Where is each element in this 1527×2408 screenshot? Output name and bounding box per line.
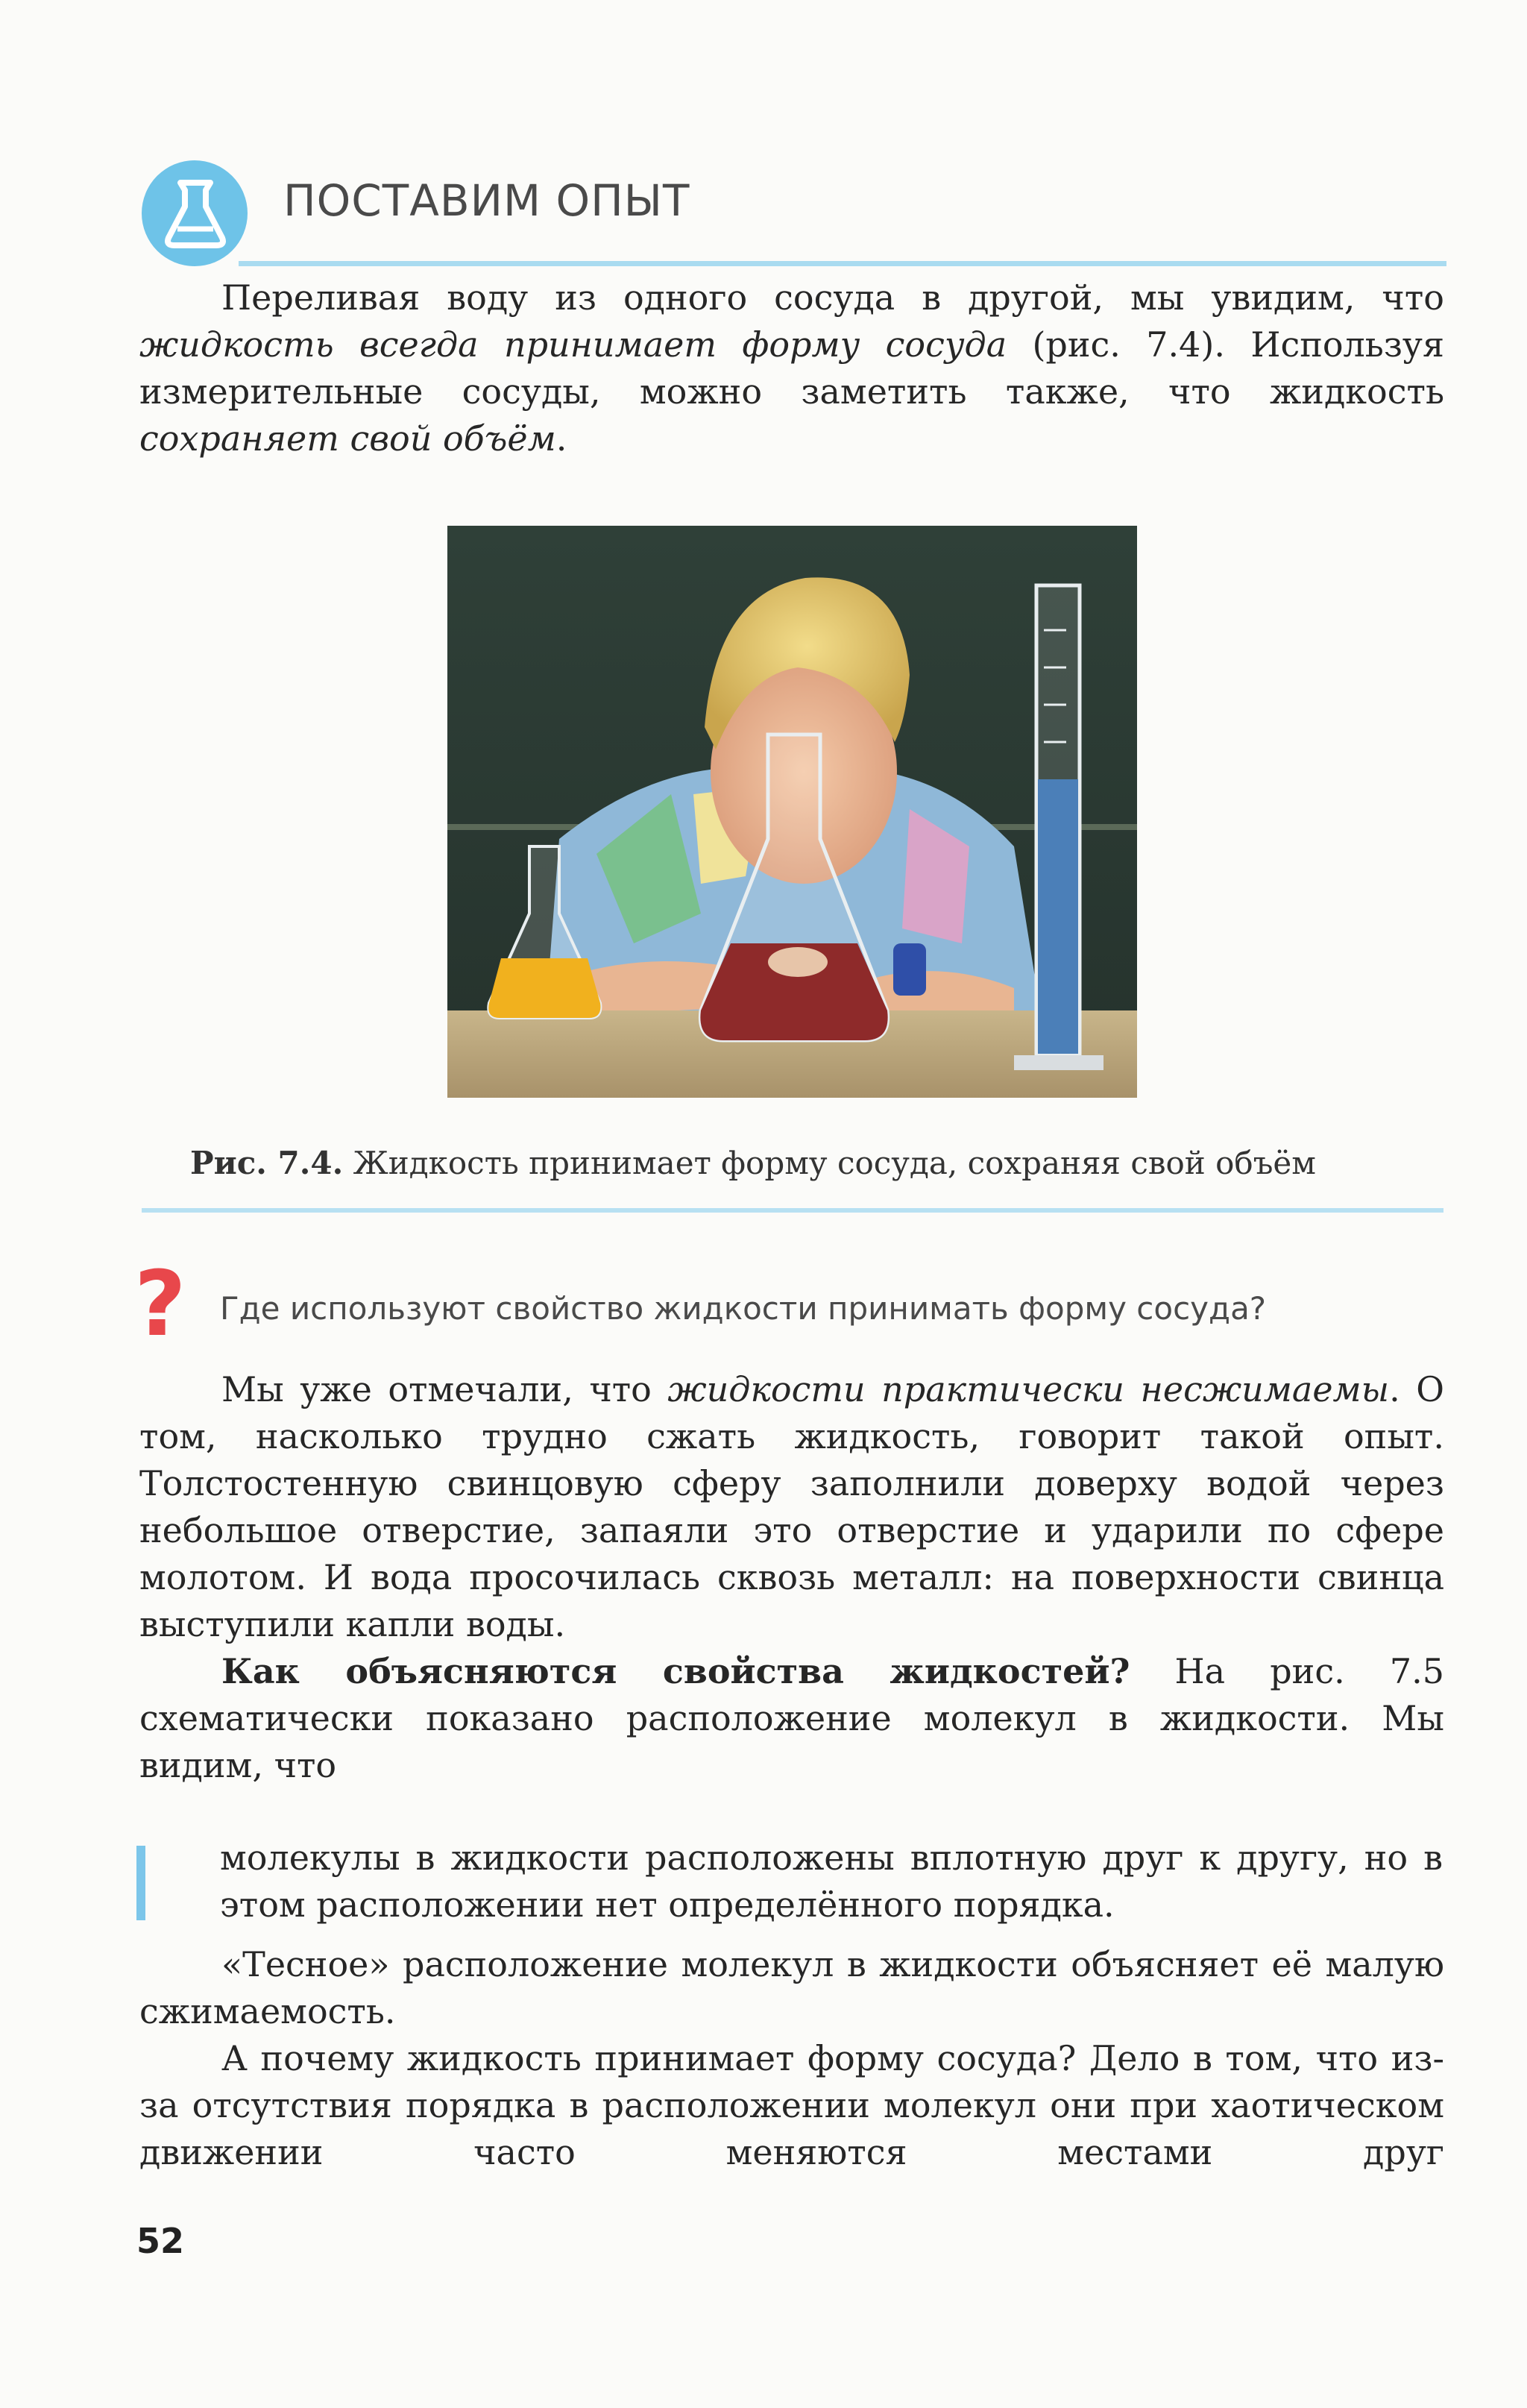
main-text-continued — [139, 1941, 1444, 2176]
definition-marker — [136, 1846, 145, 1920]
definition-text: молекулы в жидкости расположены вплотную друг к другу, но в этом расположении нет определённого порядка. — [220, 1838, 1443, 1925]
flask-experiment-icon — [142, 160, 248, 266]
paragraph-1: Мы уже отмечали, что жидкости практически несжимаемы. О том, насколько трудно сжать жидкость, говорит такой опыт. Толстостенную свинцовую сферу заполнили доверху водой через небольшое отверстие, запаяли это отверстие и ударили по сфере молотом. И вода просочилась сквозь металл: на поверхности свинца выступили капли воды. — [139, 1369, 1444, 1644]
page-number: 52 — [136, 2221, 185, 2261]
caption-divider — [142, 1208, 1443, 1213]
caption-label: Рис. 7.4. — [190, 1145, 344, 1181]
paragraph-3: «Тесное» расположение молекул в жидкости объясняет её малую сжимаемость. — [139, 1944, 1444, 2031]
intro-paragraph: Переливая воду из одного сосуда в другой, мы увидим, что жидкость всегда принимает форму сосуда (рис. 7.4). Используя измерительные сосуды, можно заметить также, что жидкость сохраняет свой объём. — [139, 277, 1444, 459]
caption-text: Жидкость принимает форму сосуда, сохраняя свой объём — [343, 1145, 1316, 1181]
section-title: ПОСТАВИМ ОПЫТ — [283, 175, 690, 226]
header-divider — [239, 261, 1446, 266]
paragraph-4: А почему жидкость принимает форму сосуда? Дело в том, что из-за отсутствия порядка в расположении молекул они при хаотическом движении часто меняются местами друг — [139, 2038, 1444, 2172]
paragraph-2: Как объясняются свойства жидкостей? На рис. 7.5 схематически показано расположение молекул в жидкости. Мы видим, что — [139, 1651, 1444, 1785]
figure-caption — [190, 1145, 1383, 1181]
main-text — [139, 1366, 1444, 1789]
experiment-section-header — [142, 153, 1446, 280]
question-text: Где используют свойство жидкости принимать форму сосуда? — [220, 1290, 1267, 1327]
figure-photo-boy-with-flasks — [447, 526, 1137, 1098]
question-mark-icon: ? — [134, 1253, 186, 1357]
